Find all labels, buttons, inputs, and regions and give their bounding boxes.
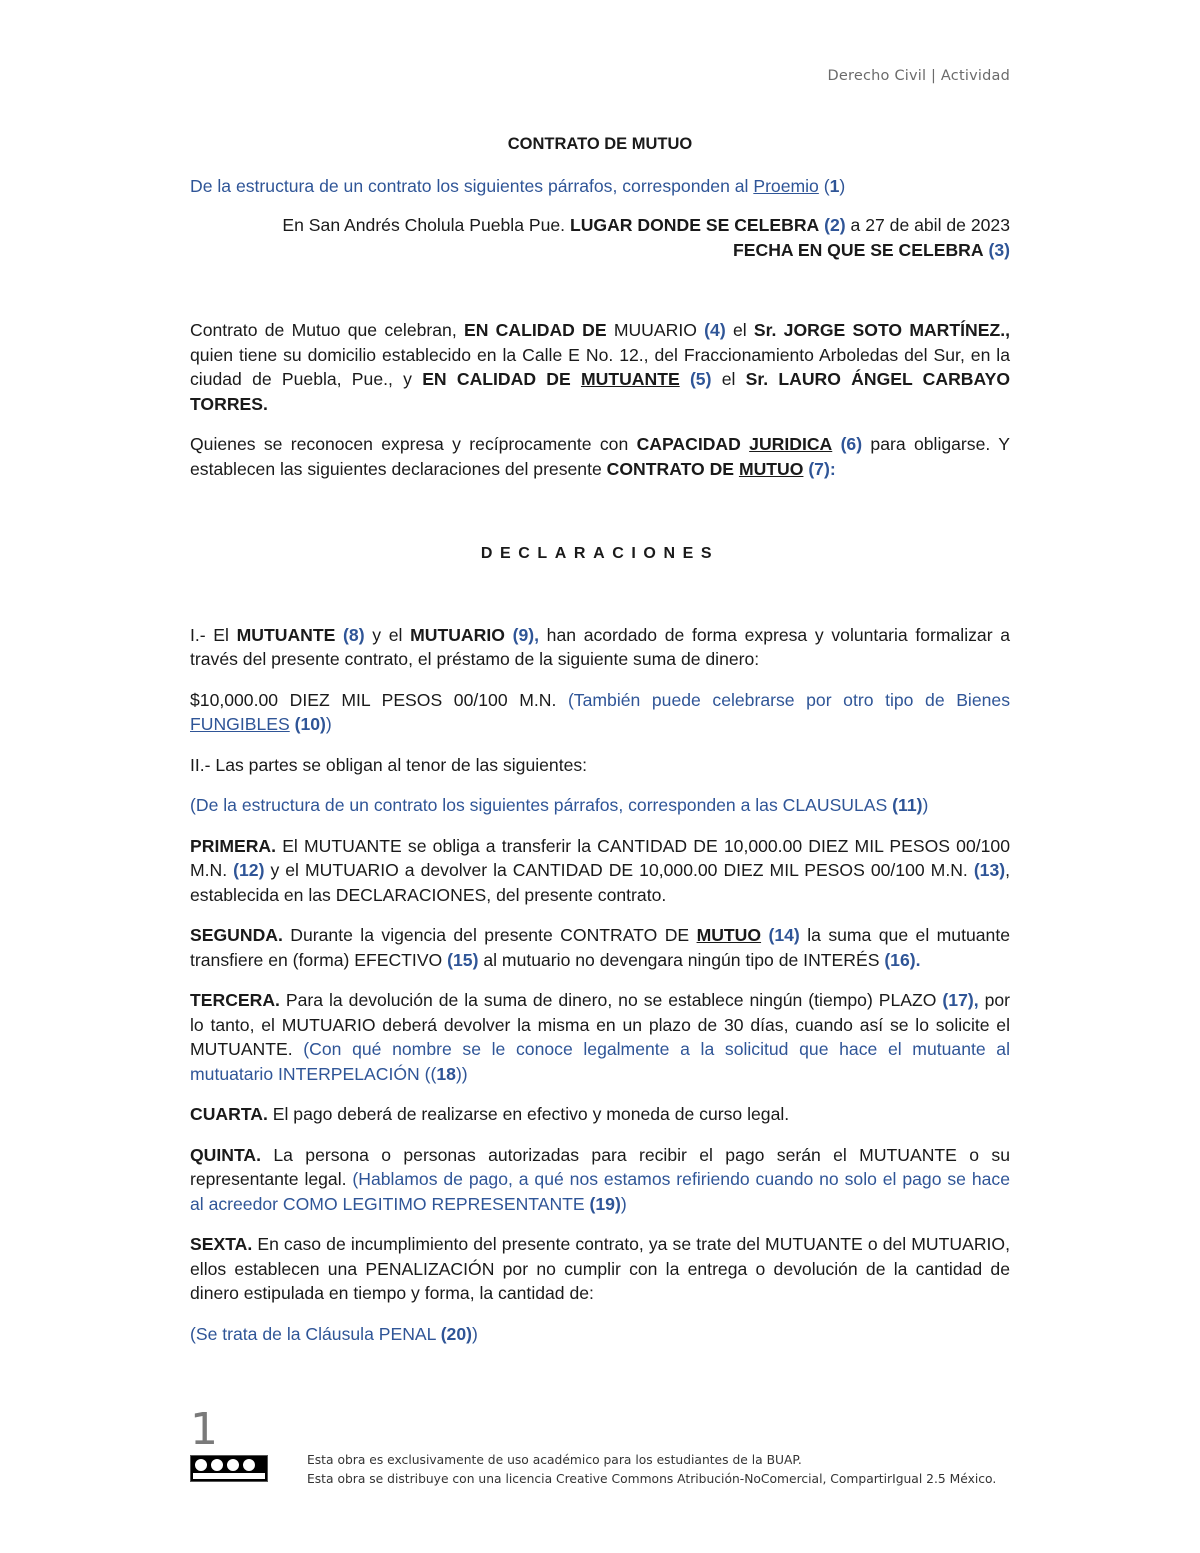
footer-license: [307, 1451, 1007, 1497]
fungibles-link[interactable]: FUNGIBLES: [190, 714, 290, 734]
page-header: Derecho Civil | Actividad: [827, 68, 1010, 84]
page-number: 1: [190, 1404, 218, 1455]
capacity-paragraph: Quienes se reconocen expresa y recíprocamente con CAPACIDAD JURIDICA (6) para obligarse. Y establecen las siguientes declaraciones del presente CONTRATO DE MUTUO (7):: [190, 434, 1010, 479]
clause-segunda: SEGUNDA. Durante la vigencia del presente CONTRATO DE MUTUO (14) la suma que el mutuante transfiere en (forma) EFECTIVO (15) al mutuario no devengara ningún tipo de INTERÉS (16).: [190, 925, 1011, 970]
clause-tercera: TERCERA. Para la devolución de la suma de dinero, no se establece ningún (tiempo) PLAZO (17), por lo tanto, el MUTUARIO deberá devolver la misma en un plazo de 30 días, cuando así se lo solicite el MUTUANTE. (Con qué nombre se le conoce legalmente a la solicitud que hace el mutuante al mutuatario INTERPELACIÓN ((18)): [190, 990, 1011, 1084]
footer-line-2: Esta obra se distribuye con una licencia Creative Commons Atribución-NoComercial, CompartirIgual 2.5 México.: [307, 1472, 997, 1486]
clause-primera: PRIMERA. El MUTUANTE se obliga a transferir la CANTIDAD DE 10,000.00 DIEZ MIL PESOS 00/100 M.N. (12) y el MUTUARIO a devolver la CANTIDAD DE 10,000.00 DIEZ MIL PESOS 00/100 M.N. (13), establecida en las DECLARACIONES, del presente contrato.: [190, 835, 1010, 905]
footer-line-1: Esta obra es exclusivamente de uso académico para los estudiantes de la BUAP.: [307, 1453, 802, 1467]
parties-paragraph: Contrato de Mutuo que celebran, EN CALIDAD DE MUUARIO (4) el Sr. JORGE SOTO MARTÍNEZ., quien tiene su domicilio establecido en la Calle E No. 12., del Fraccionamiento Arboledas del Sur, en la ciudad de Puebla, Pue., y EN CALIDAD DE MUTUANTE (5) el Sr. LAURO ÁNGEL CARBAYO TORRES.: [190, 320, 1011, 414]
date-line: FECHA EN QUE SE CELEBRA (3): [733, 239, 1010, 260]
declaration-1: I.- El MUTUANTE (8) y el MUTUARIO (9), han acordado de forma expresa y voluntaria formalizar a través del presente contrato, el préstamo de la siguiente suma de dinero:: [190, 624, 1011, 669]
penal-note: (Se trata de la Cláusula PENAL (20)): [190, 1323, 478, 1344]
proemio-link[interactable]: Proemio: [753, 175, 819, 196]
clausulas-note: (De la estructura de un contrato los siguientes párrafos, corresponden a las CLAUSULAS (11)): [190, 795, 929, 815]
intro-note: De la estructura de un contrato los siguientes párrafos, corresponden al Proemio (1): [190, 175, 846, 196]
document-title: CONTRATO DE MUTUO: [507, 135, 693, 153]
declaration-2: II.- Las partes se obligan al tenor de las siguientes:: [190, 754, 588, 775]
amount-paragraph: $10,000.00 DIEZ MIL PESOS 00/100 M.N. (También puede celebrarse por otro tipo de Bienes FUNGIBLES (10)): [190, 689, 1010, 734]
creative-commons-license-icon: [190, 1455, 268, 1482]
document-body: [190, 132, 1010, 1346]
clause-sexta: SEXTA. En caso de incumplimiento del presente contrato, ya se trate del MUTUANTE o del MUTUARIO, ellos establecen una PENALIZACIÓN por no cumplir con la entrega o devolución de la cantidad de dinero estipulada en tiempo y forma, la cantidad de:: [190, 1234, 1010, 1303]
clause-cuarta: CUARTA. El pago deberá de realizarse en efectivo y moneda de curso legal.: [190, 1104, 790, 1124]
place-line: En San Andrés Cholula Puebla Pue. LUGAR DONDE SE CELEBRA (2) a 27 de abil de 2023: [282, 215, 1010, 235]
declaraciones-heading: DECLARACIONES: [480, 545, 720, 562]
clause-quinta: QUINTA. La persona o personas autorizadas para recibir el pago serán el MUTUANTE o su representante legal. (Hablamos de pago, a qué nos estamos refiriendo cuando no solo el pago se hace al acreedor COMO LEGITIMO REPRESENTANTE (19)): [190, 1144, 1011, 1214]
